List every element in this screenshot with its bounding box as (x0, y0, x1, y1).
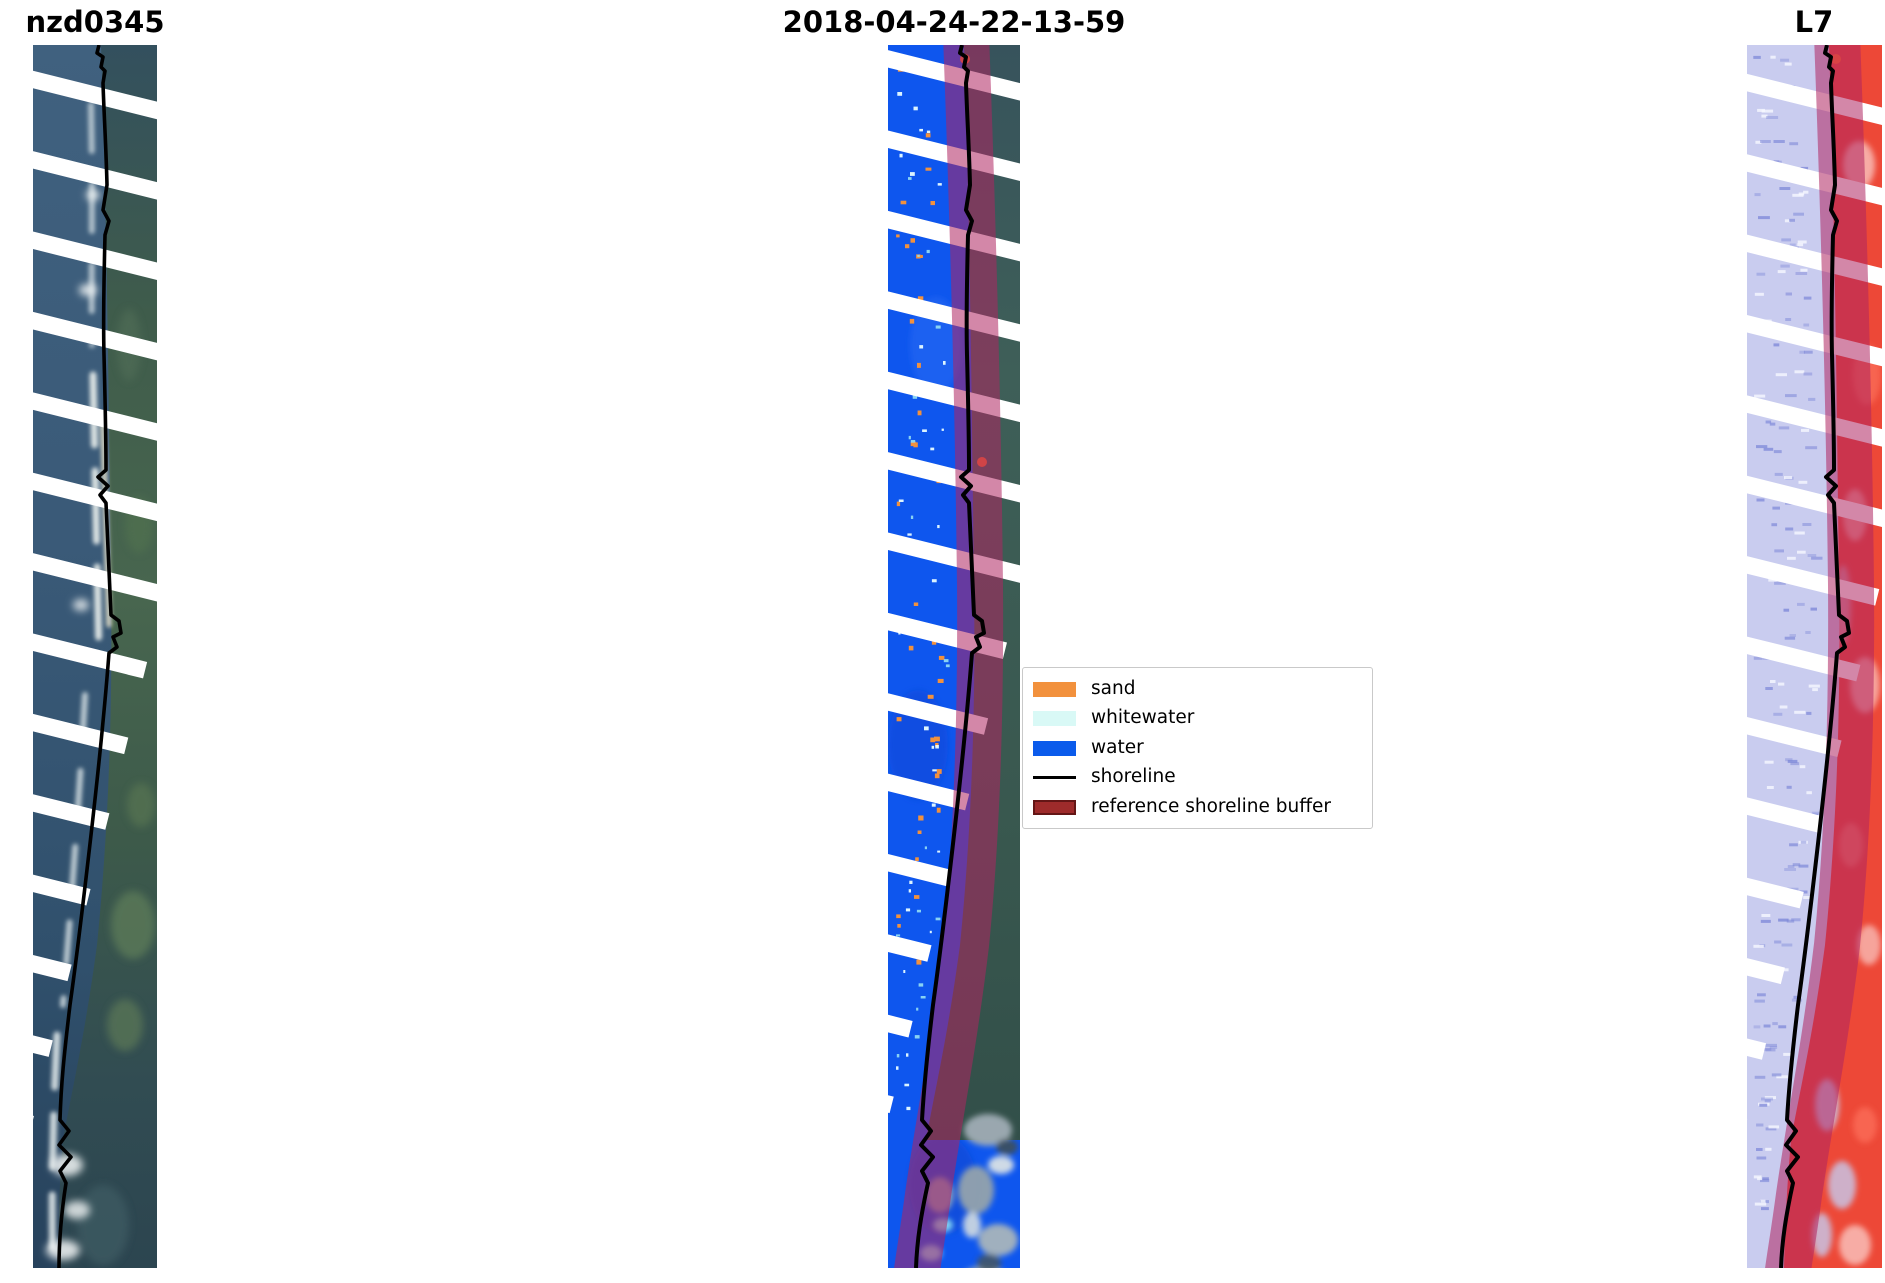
sand-swatch (1033, 682, 1076, 697)
shoreline-swatch (1033, 776, 1076, 779)
legend-item-water (1033, 735, 1362, 761)
legend-label: sand (1091, 677, 1136, 699)
panel-title-center: 2018-04-24-22-13-59 (782, 5, 1126, 39)
legend-label: reference shoreline buffer (1091, 795, 1331, 817)
legend-item-reference-buffer (1033, 794, 1362, 820)
water-swatch (1033, 741, 1076, 756)
legend-item-whitewater (1033, 706, 1362, 732)
classified-image-panel (888, 45, 1020, 1268)
panel-title-left: nzd0345 (25, 5, 165, 39)
legend-label: water (1091, 736, 1144, 758)
panel-title-right: L7 (1794, 5, 1834, 39)
legend (1022, 667, 1373, 829)
index-image-panel (1747, 45, 1882, 1268)
legend-item-sand (1033, 676, 1362, 702)
reference-buffer-swatch (1033, 800, 1076, 815)
legend-label: whitewater (1091, 707, 1195, 729)
legend-item-shoreline (1033, 765, 1362, 791)
red-detail-dot (977, 457, 987, 467)
rgb-image-panel (33, 45, 157, 1268)
legend-label: shoreline (1091, 766, 1176, 788)
whitewater-swatch (1033, 711, 1076, 726)
